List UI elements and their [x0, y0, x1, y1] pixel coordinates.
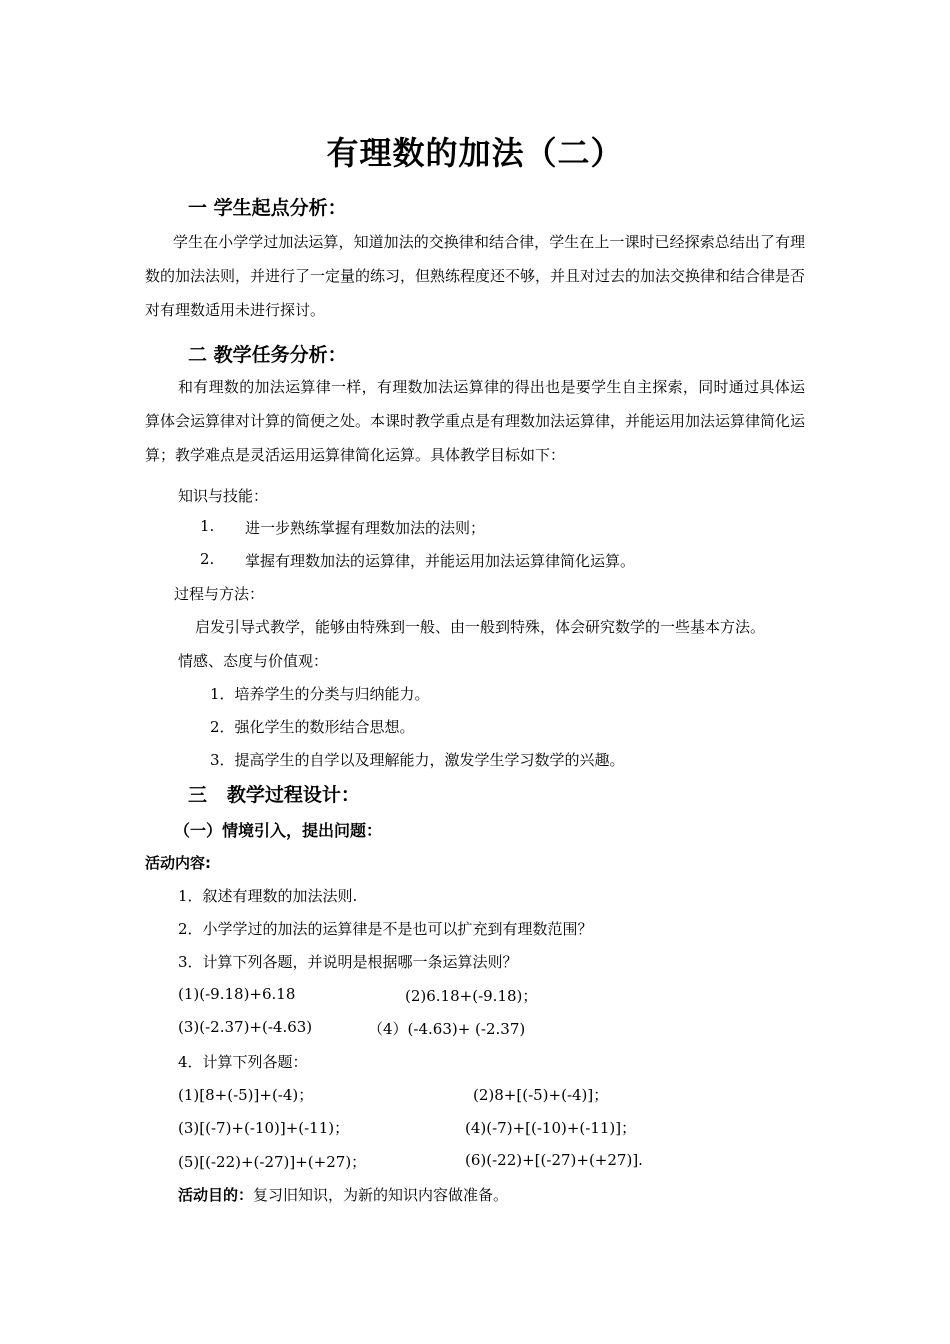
section3-heading: 三 教学过程设计： — [188, 784, 360, 806]
activity-label: 活动内容: — [145, 854, 211, 872]
section1-paragraph: 学生在小学学过加法运算，知道加法的交换律和结合律，学生在上一课时已经探索总结出了有理数的加法法则，并进行了一定量的练习，但熟练程度还不够，并且对过去的加法交换律和结合律是否对有理数适用未进行探讨。 — [145, 233, 806, 319]
activity-item-2: 2．小学学过的加法的运算律是不是也可以扩充到有理数范围？ — [178, 920, 593, 938]
process-label: 过程与方法： — [174, 585, 265, 603]
page-title: 有理数的加法（二） — [326, 134, 624, 172]
knowledge-item-1-text: 进一步熟练掌握有理数加法的法则； — [245, 519, 486, 537]
section2-paragraph: 和有理数的加法运算律一样，有理数加法运算律的得出也是要学生自主探索，同时通过具体运算体会运算律对计算的简便之处。本课时教学重点是有理数加法运算律，并能运用加法运算律简化运算；教学难点是灵活运用运算律简化运算。具体教学目标如下： — [145, 378, 806, 464]
calc4-3: (3)[(-7)+(-10)]+(-11)； — [178, 1119, 350, 1137]
knowledge-item-2-text: 掌握有理数加法的运算律，并能运用加法运算律简化运算。 — [245, 552, 636, 570]
calc4-1: (1)[8+(-5)]+(-4)； — [178, 1086, 314, 1104]
calc3-4: （4）(-4.63)+ (-2.37) — [368, 1020, 526, 1038]
calc4-6: (6)(-22)+[(-27)+(+27)]. — [465, 1151, 643, 1169]
process-text: 启发引导式教学，能够由特殊到一般、由一般到特殊，体会研究数学的一些基本方法。 — [195, 618, 766, 636]
calc3-3: (3)(-2.37)+(-4.63) — [178, 1018, 313, 1036]
knowledge-label: 知识与技能： — [178, 487, 269, 505]
purpose-label: 活动目的： — [178, 1186, 254, 1204]
calc3-1: (1)(-9.18)+6.18 — [178, 985, 296, 1003]
knowledge-item-2-number: 2. — [200, 550, 215, 568]
activity-item-4: 4．计算下列各题： — [178, 1053, 308, 1071]
section3-subheading: （一）情境引入，提出问题： — [174, 821, 383, 840]
purpose-text: 复习旧知识，为新的知识内容做准备。 — [253, 1186, 509, 1204]
activity-item-1: 1．叙述有理数的加法法则. — [178, 887, 358, 905]
section1-heading: 一 学生起点分析： — [188, 197, 347, 219]
calc3-2: (2)6.18+(-9.18)； — [405, 987, 538, 1005]
section2-heading: 二 教学任务分析： — [188, 344, 347, 366]
activity-item-3: 3．计算下列各题，并说明是根据哪一条运算法则？ — [178, 953, 518, 971]
activity-purpose — [178, 1184, 508, 1205]
knowledge-item-1-number: 1. — [200, 517, 215, 535]
calc4-5: (5)[(-22)+(-27)]+(+27)； — [178, 1153, 367, 1171]
emotion-label: 情感、态度与价值观： — [178, 652, 329, 670]
calc4-2: (2)8+[(-5)+(-4)]； — [473, 1086, 609, 1104]
emotion-item-2: 2．强化学生的数形结合思想。 — [210, 718, 415, 736]
emotion-item-3: 3．提高学生的自学以及理解能力，激发学生学习数学的兴趣。 — [210, 751, 625, 769]
emotion-item-1: 1．培养学生的分类与归纳能力。 — [210, 685, 430, 703]
calc4-4: (4)(-7)+[(-10)+(-11)]； — [465, 1119, 637, 1137]
